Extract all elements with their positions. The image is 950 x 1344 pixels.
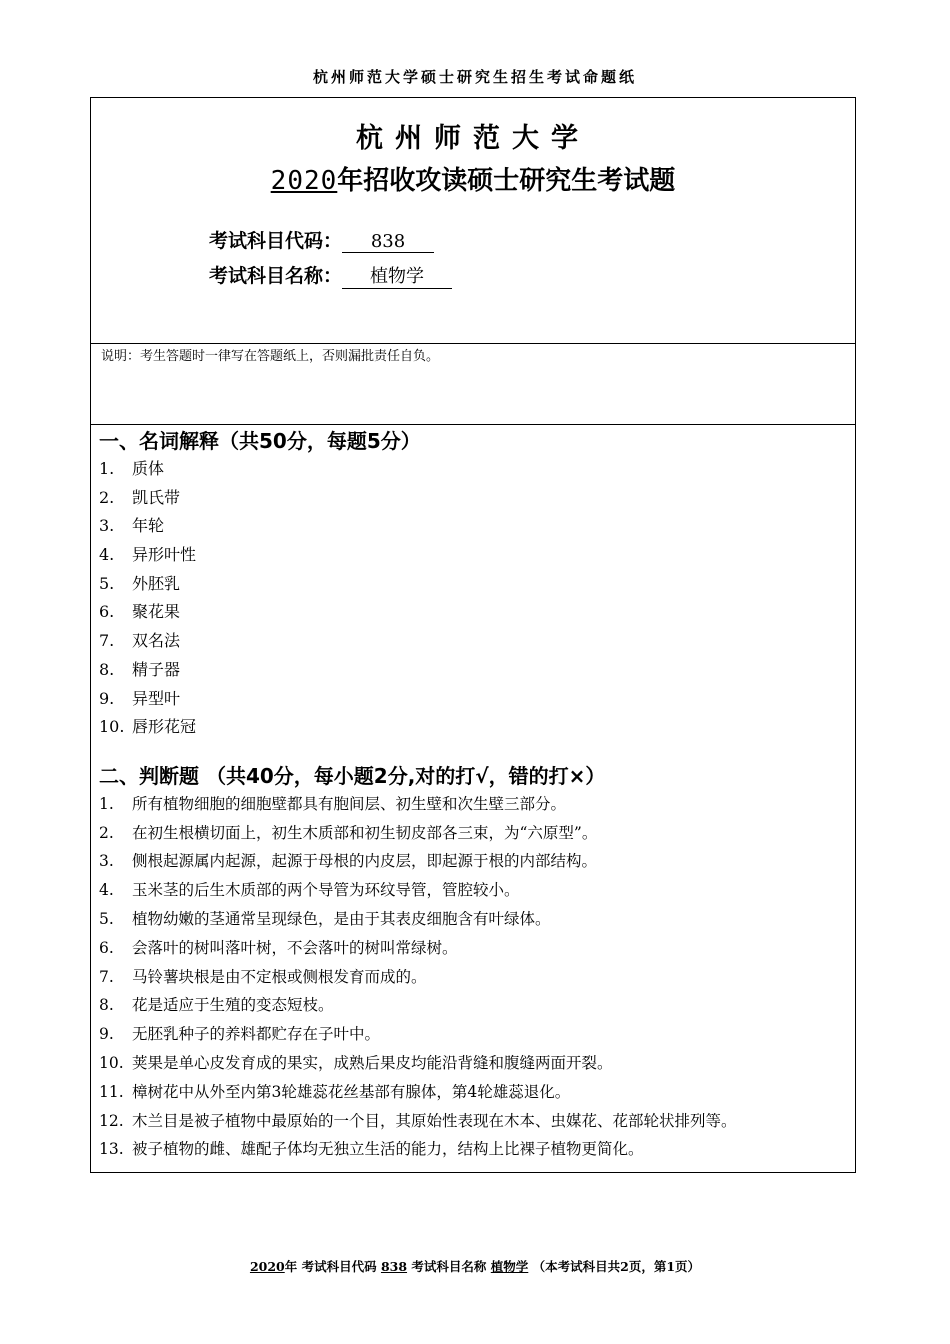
subject-code-value: 838: [342, 231, 434, 253]
footer-pages: （本考试科目共2页，第1页）: [532, 1259, 701, 1274]
subject-code-row: [209, 226, 434, 253]
list-item: 9. 异型叶: [99, 688, 181, 708]
exam-year: 2020: [270, 166, 338, 196]
exam-frame: [90, 97, 856, 1173]
exam-title-text: 年招收攻读硕士研究生考试题: [337, 166, 676, 196]
list-item: 2. 在初生根横切面上，初生木质部和初生韧皮部各三束，为“六原型”。: [99, 823, 598, 842]
list-item: 4. 玉米茎的后生木质部的两个导管为环纹导管，管腔较小。: [99, 881, 520, 900]
list-item: 1. 质体: [99, 459, 165, 478]
footer-name: 植物学: [490, 1259, 529, 1274]
list-item: 9. 无胚乳种子的养料都贮存在子叶中。: [99, 1025, 381, 1044]
subject-code-label: 考试科目代码：: [209, 230, 343, 252]
list-item: 10. 荚果是单心皮发育成的果实，成熟后果皮均能沿背缝和腹缝两面开裂。: [99, 1054, 613, 1073]
page-footer: [0, 1257, 950, 1275]
questions-content: [91, 427, 855, 1164]
title-block: [91, 98, 855, 344]
list-item: 4. 异形叶性: [99, 545, 197, 565]
list-item: 1. 所有植物细胞的细胞壁都具有胞间层、初生壁和次生壁三部分。: [99, 794, 567, 813]
instructions-note: 说明：考生答题时一律写在答题纸上，否则漏批责任自负。: [101, 349, 440, 364]
list-item: 5. 外胚乳: [99, 573, 181, 593]
list-item: 12. 木兰目是被子植物中最原始的一个目，其原始性表现在木本、虫媒花、花部轮状排列等。: [99, 1111, 737, 1130]
section2-heading: 二、判断题 （共40分，每小题2分,对的打√，错的打×）: [99, 763, 606, 788]
list-item: 10. 唇形花冠: [99, 717, 197, 737]
footer-year: 2020: [249, 1259, 285, 1274]
section1-heading: 一、名词解释（共50分，每题5分）: [99, 429, 421, 453]
section2-list: [99, 790, 855, 1164]
list-item: 7. 双名法: [99, 631, 181, 651]
list-item: 13. 被子植物的雌、雄配子体均无独立生活的能力，结构上比裸子植物更简化。: [99, 1140, 644, 1159]
section1-list: [99, 455, 855, 742]
footer-year-suffix: 年 考试科目代码: [284, 1259, 377, 1274]
list-item: 3. 侧根起源属内起源，起源于母根的内皮层，即起源于根的内部结构。: [99, 852, 598, 871]
subject-name-value: 植物学: [342, 262, 452, 289]
list-item: 2. 凯氏带: [99, 487, 181, 507]
footer-name-label: 考试科目名称: [411, 1259, 487, 1274]
list-item: 11. 樟树花中从外至内第3轮雄蕊花丝基部有腺体，第4轮雄蕊退化。: [99, 1082, 571, 1101]
list-item: 6. 聚花果: [99, 602, 181, 622]
list-item: 8. 花是适应于生殖的变态短枝。: [99, 996, 334, 1015]
list-item: 5. 植物幼嫩的茎通常呈现绿色，是由于其表皮细胞含有叶绿体。: [99, 910, 551, 929]
page-header: 杭州师范大学硕士研究生招生考试命题纸: [312, 68, 637, 86]
note-block: [91, 344, 855, 425]
list-item: 3. 年轮: [99, 516, 165, 536]
list-item: 8. 精子器: [99, 659, 181, 679]
subject-name-row: [209, 261, 452, 289]
subject-name-label: 考试科目名称：: [209, 265, 343, 287]
footer-code: 838: [380, 1259, 408, 1274]
exam-title: [91, 160, 855, 197]
university-name: 杭州师范大学: [356, 123, 590, 154]
list-item: 7. 马铃薯块根是由不定根或侧根发育而成的。: [99, 967, 427, 986]
list-item: 6. 会落叶的树叫落叶树，不会落叶的树叫常绿树。: [99, 938, 458, 957]
